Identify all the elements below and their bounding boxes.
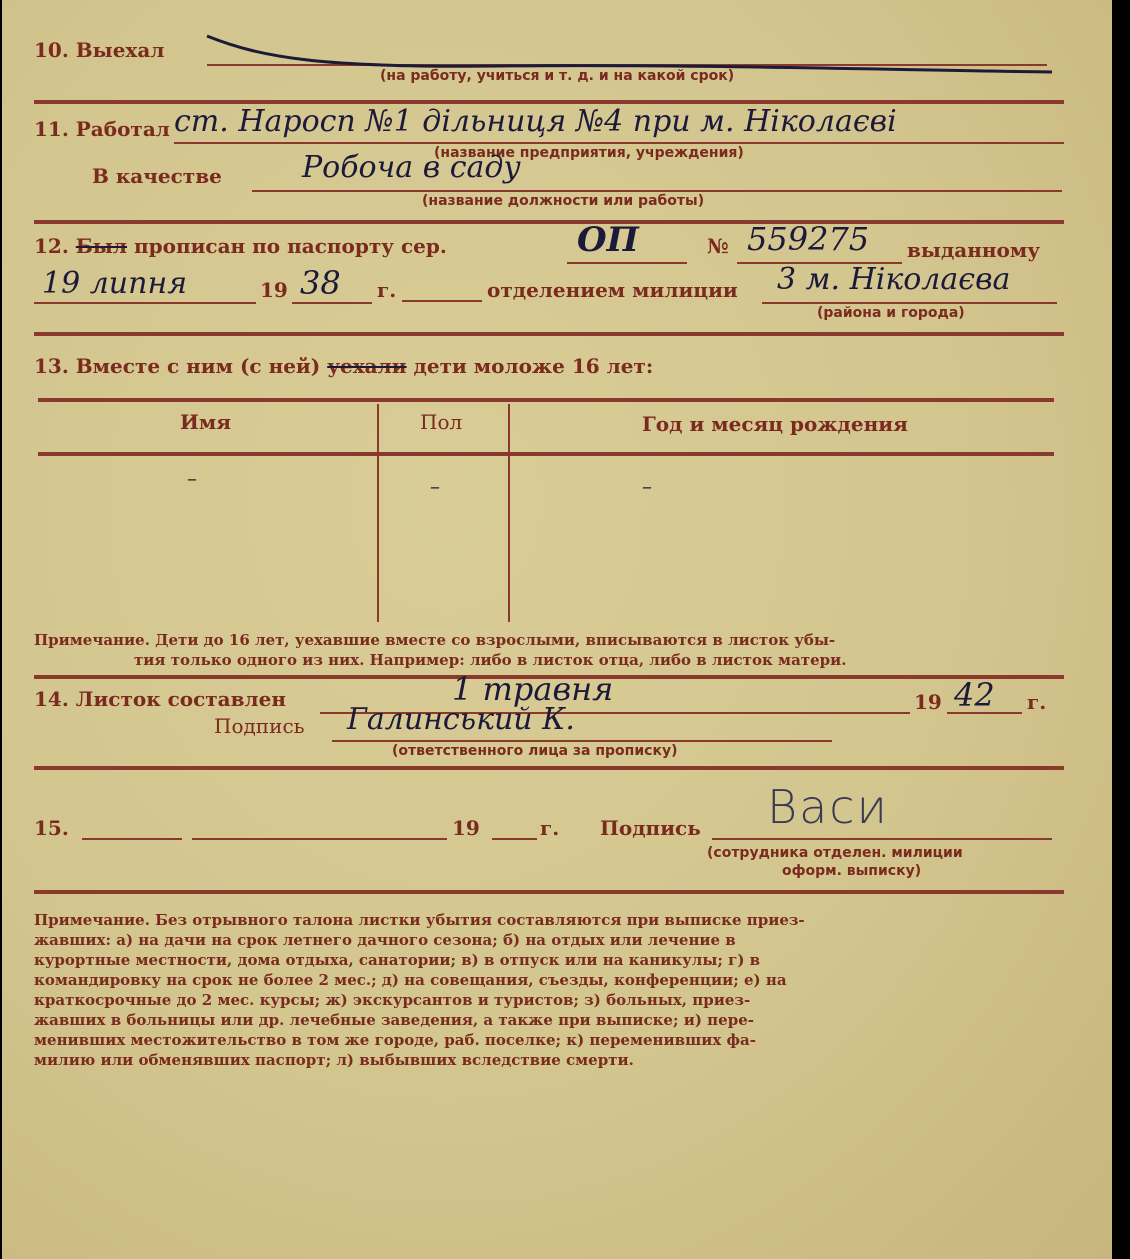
child-sex-cell: – bbox=[430, 474, 440, 498]
blank-line-12 bbox=[402, 300, 482, 302]
item15-month-line bbox=[192, 838, 447, 840]
note-line: курортные местности, дома отдыха, санатории; в) в отпуск или на каникулы; г) в bbox=[34, 951, 761, 969]
item12-label-num: 12. bbox=[34, 234, 69, 258]
issue-year: 38 bbox=[300, 264, 341, 302]
compiled-year-prefix: 19 bbox=[914, 690, 942, 714]
item13-label bbox=[34, 354, 653, 378]
children-table-top bbox=[38, 398, 1054, 402]
office-label: отделением милиции bbox=[487, 278, 738, 302]
item11-line bbox=[174, 142, 1064, 144]
issued-label: выданному bbox=[907, 238, 1041, 262]
divider-12 bbox=[34, 332, 1064, 336]
note-line: жавших в больницы или др. лечебные заведения, а также при выписке; и) пере- bbox=[34, 1011, 754, 1029]
child-name-cell: – bbox=[187, 466, 197, 490]
item15-year-line bbox=[492, 838, 537, 840]
series-line bbox=[567, 262, 687, 264]
form-sheet bbox=[2, 0, 1112, 1259]
item13-label-end: дети моложе 16 лет: bbox=[413, 354, 654, 378]
children-table-col-divider-1 bbox=[377, 404, 379, 622]
col-name-header: Имя bbox=[180, 410, 232, 434]
issue-year-suffix: г. bbox=[377, 278, 397, 302]
passport-series: ОП bbox=[577, 220, 639, 260]
item14-label: 14. Листок составлен bbox=[34, 687, 287, 711]
note-line: милию или обменявших паспорт; л) выбывших вследствие смерти. bbox=[34, 1051, 634, 1069]
item11-label: 11. Работал bbox=[34, 117, 170, 141]
note-line: жавших: а) на дачи на срок летнего дачного сезона; б) на отдых или лечение в bbox=[34, 931, 736, 949]
note-exceptions bbox=[34, 910, 805, 1070]
item11-value: ст. Наросп №1 дільниця №4 при м. Ніколаєві bbox=[174, 104, 897, 139]
item12-label-rest: прописан по паспорту сер. bbox=[133, 234, 447, 258]
divider-11 bbox=[34, 220, 1064, 224]
col-sex-header: Пол bbox=[420, 410, 463, 434]
note-line: Примечание. Дети до 16 лет, уехавшие вместе со взрослыми, вписываются в листок убы- bbox=[34, 631, 836, 649]
militia-signature: Васи bbox=[767, 780, 889, 834]
item12-label bbox=[34, 234, 447, 258]
item10-caption: (на работу, учиться и т. д. и на какой срок) bbox=[380, 68, 735, 84]
item10-label: 10. Выехал bbox=[34, 38, 165, 62]
issue-date: 19 липня bbox=[42, 266, 188, 301]
item15-sign-line bbox=[712, 838, 1052, 840]
item13-label-struck: уехали bbox=[327, 354, 407, 378]
item15-year-suffix: г. bbox=[540, 816, 560, 840]
children-table-header-line bbox=[38, 452, 1054, 456]
number-sign: № bbox=[707, 234, 729, 258]
compiled-year-suffix: г. bbox=[1027, 690, 1047, 714]
issue-year-prefix: 19 bbox=[260, 278, 288, 302]
children-table-col-divider-2 bbox=[508, 404, 510, 622]
divider-15 bbox=[34, 890, 1064, 894]
item11-role-label: В качестве bbox=[92, 164, 222, 188]
note-line: краткосрочные до 2 мес. курсы; ж) экскурсантов и туристов; з) больных, приез- bbox=[34, 991, 751, 1009]
issue-year-line bbox=[292, 302, 372, 304]
office-line bbox=[762, 302, 1057, 304]
item15-sign-label: Подпись bbox=[600, 816, 701, 840]
compiled-year-line bbox=[947, 712, 1022, 714]
passport-number: 559275 bbox=[747, 220, 870, 258]
issue-date-line bbox=[34, 302, 256, 304]
item12-label-struck: Был bbox=[75, 234, 128, 258]
item14-sign-caption: (ответственного лица за прописку) bbox=[392, 743, 678, 759]
col-birth-header: Год и месяц рождения bbox=[642, 412, 908, 436]
item15-year-prefix: 19 bbox=[452, 816, 480, 840]
note-line: командировку на срок не более 2 мес.; д) на совещания, съезды, конференции; е) на bbox=[34, 971, 787, 989]
item15-label: 15. bbox=[34, 816, 69, 840]
item11-role-caption: (название должности или работы) bbox=[422, 193, 705, 209]
item14-sign-line bbox=[332, 740, 832, 742]
item13-label-start: 13. Вместе с ним (с ней) bbox=[34, 354, 321, 378]
item11-role-line bbox=[252, 190, 1062, 192]
item15-caption-2: оформ. выписку) bbox=[782, 863, 922, 879]
item15-caption-1: (сотрудника отделен. милиции bbox=[707, 845, 963, 861]
item12-caption: (района и города) bbox=[817, 305, 965, 321]
compiled-year: 42 bbox=[954, 676, 995, 714]
item11-role-value: Робоча в саду bbox=[302, 150, 521, 185]
note-line: менивших местожительство в том же городе, раб. поселке; к) переменивших фа- bbox=[34, 1031, 756, 1049]
note-line: тия только одного из них. Например: либо в листок отца, либо в листок матери. bbox=[134, 651, 847, 669]
compiled-date: 1 травня bbox=[452, 670, 614, 708]
child-birth-cell: – bbox=[642, 474, 652, 498]
divider-14 bbox=[34, 766, 1064, 770]
note-children bbox=[34, 630, 846, 670]
item14-sign-label: Подпись bbox=[214, 714, 305, 738]
responsible-signature: Галинський К. bbox=[347, 702, 575, 737]
note-line: Примечание. Без отрывного талона листки убытия составляются при выписке приез- bbox=[34, 911, 805, 929]
item15-day-line bbox=[82, 838, 182, 840]
item11-caption: (название предприятия, учреждения) bbox=[434, 145, 744, 161]
office-value: 3 м. Ніколаєва bbox=[777, 262, 1011, 297]
